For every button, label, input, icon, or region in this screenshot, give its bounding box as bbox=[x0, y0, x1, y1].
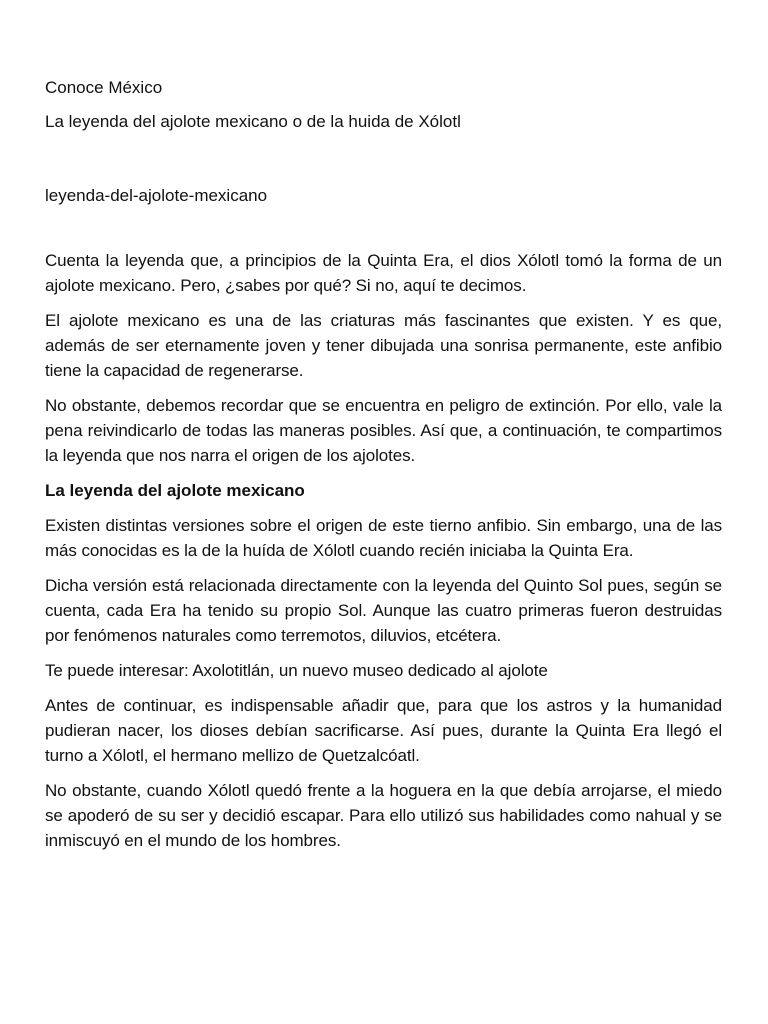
paragraph-escape: No obstante, cuando Xólotl quedó frente a la hoguera en la que debía arrojarse, el miedo se apoderó de su ser y decidió escapar. Para ello utilizó sus habilidades como nahual y se inmiscuyó en el mundo de los hombres. bbox=[45, 781, 722, 850]
paragraph-versions: Existen distintas versiones sobre el origen de este tierno anfibio. Sin embargo, una de las más conocidas es la de la huída de Xólotl cuando recién iniciaba la Quinta Era. bbox=[45, 516, 722, 560]
document-title: La leyenda del ajolote mexicano o de la huida de Xólotl bbox=[45, 112, 461, 131]
paragraph-ajolote-description: El ajolote mexicano es una de las criaturas más fascinantes que existen. Y es que, además de ser eternamente joven y tener dibujada una sonrisa permanente, este anfibio tiene la capacidad de regenerarse. bbox=[45, 311, 722, 380]
paragraph-intro: Cuenta la leyenda que, a principios de la Quinta Era, el dios Xólotl tomó la forma de un ajolote mexicano. Pero, ¿sabes por qué? Si no, aquí te decimos. bbox=[45, 251, 722, 295]
section-heading: La leyenda del ajolote mexicano bbox=[45, 481, 305, 500]
site-name: Conoce México bbox=[45, 78, 163, 97]
paragraph-extinction: No obstante, debemos recordar que se encuentra en peligro de extinción. Por ello, vale la pena reivindicarlo de todas las maneras posibles. Así que, a continuación, te compartimos la leyenda que nos narra el origen de los ajolotes. bbox=[45, 396, 722, 465]
paragraph-sacrifice: Antes de continuar, es indispensable añadir que, para que los astros y la humanidad pudieran nacer, los dioses debían sacrificarse. Así pues, durante la Quinta Era llegó el turno a Xólotl, el hermano mellizo de Quetzalcóatl. bbox=[45, 696, 722, 765]
related-link-text: Te puede interesar: Axolotitlán, un nuevo museo dedicado al ajolote bbox=[45, 661, 548, 680]
paragraph-quinto-sol: Dicha versión está relacionada directamente con la leyenda del Quinto Sol pues, según se cuenta, cada Era ha tenido su propio Sol. Aunque las cuatro primeras fueron destruidas por fenómenos naturales como terremotos, diluvios, etcétera. bbox=[45, 576, 722, 645]
article-slug: leyenda-del-ajolote-mexicano bbox=[45, 186, 268, 205]
